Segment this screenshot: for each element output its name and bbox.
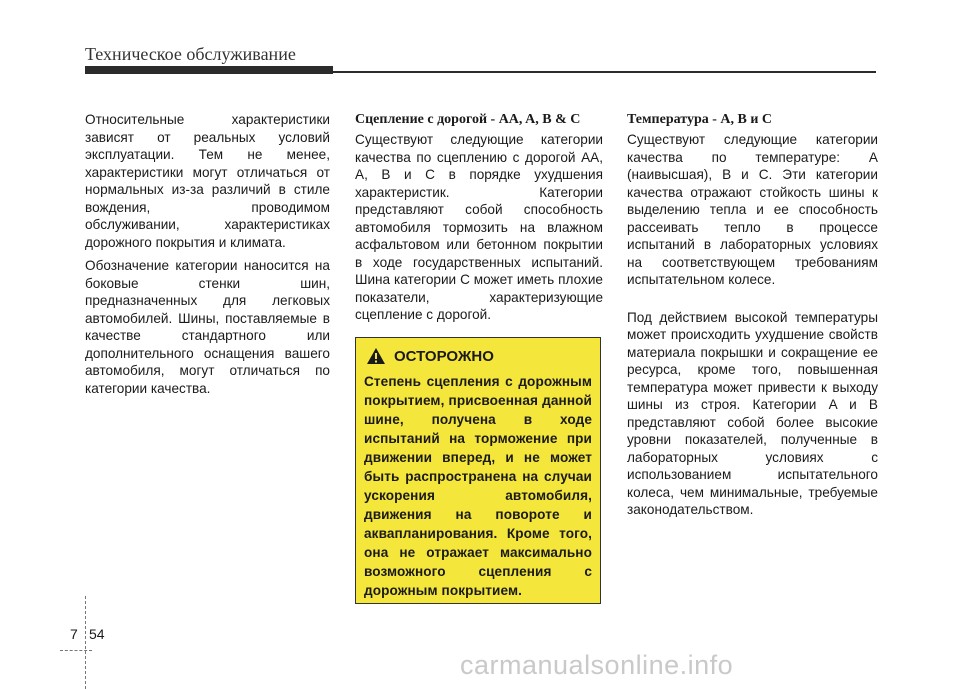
warning-triangle-icon bbox=[366, 347, 386, 365]
traction-heading: Сцепление с дорогой - AA, A, B & C bbox=[355, 112, 581, 127]
traction-paragraph: Существуют следующие категории качества по сцеплению с дорогой AA, A, B и C в порядке ухудшения характеристик. Категории представляют собой способность автомобиля тормозить на влажном асфальтовом или бетонном покрытии в ходе государственных испытаний. Шина категории C может иметь плохие показатели, характеризующие сцепление с дорогой. bbox=[355, 132, 603, 322]
temperature-paragraph-1: Существуют следующие категории качества по температуре: A (наивысшая), B и C. Эти категории качества отражают стойкость шины к выделению тепла и ее способность рассеивать тепло в процессе испытаний в лабораторных условиях на соответствующем требованиям испытательном колесе. bbox=[627, 132, 878, 287]
left-paragraph-2: Обозначение категории наносится на боковые стенки шин, предназначенных для легковых автомобилей. Шины, поставляемые в качестве стандартного или дополнительного оснащения вашего автомобиля, могут отличаться по категории качества. bbox=[85, 258, 330, 396]
temperature-heading: Температура - A, B и C bbox=[627, 112, 773, 127]
margin-guide-vertical bbox=[85, 596, 86, 689]
warning-title: ОСТОРОЖНО bbox=[394, 347, 494, 365]
warning-box bbox=[355, 337, 601, 604]
left-paragraph-1: Относительные характеристики зависят от реальных условий эксплуатации. Тем не менее, характеристики могут отличаться от нормальных из-за различий в стиле вождения, проводимом обслуживании, характеристиках дорожного покрытия и климата. bbox=[85, 112, 330, 250]
page-number: 54 bbox=[89, 626, 105, 642]
temperature-paragraph-2: Под действием высокой температуры может происходить ухудшение свойств материала покрышки и сокращение ее ресурса, кроме того, повышенная температура может привести к выходу шины из строя. Категории A и B представляют собой более высокие уровни показателей, полученные в лабораторных условиях с использованием испытательного колеса, чем минимальные, требуемые законодательством. bbox=[627, 309, 878, 517]
warning-text: Степень сцепления с дорожным покрытием, присвоенная данной шине, получена в ходе испытаний на торможение при движении вперед, и не может быть распространена на случаи ускорения автомобиля, движения на повороте и аквапланирования. Кроме того, она не отражает максимально возможного сцепления с дорожным покрытием. bbox=[364, 374, 592, 598]
middle-column bbox=[355, 111, 603, 330]
right-column bbox=[627, 111, 878, 525]
page-title: Техническое обслуживание bbox=[85, 44, 296, 64]
margin-guide-horizontal bbox=[60, 650, 92, 651]
watermark: carmanualsonline.info bbox=[460, 650, 734, 680]
header-bar-thick bbox=[85, 66, 333, 74]
section-number: 7 bbox=[70, 626, 78, 642]
header-rule bbox=[333, 71, 876, 73]
warning-header bbox=[364, 344, 592, 368]
left-column bbox=[85, 111, 330, 403]
